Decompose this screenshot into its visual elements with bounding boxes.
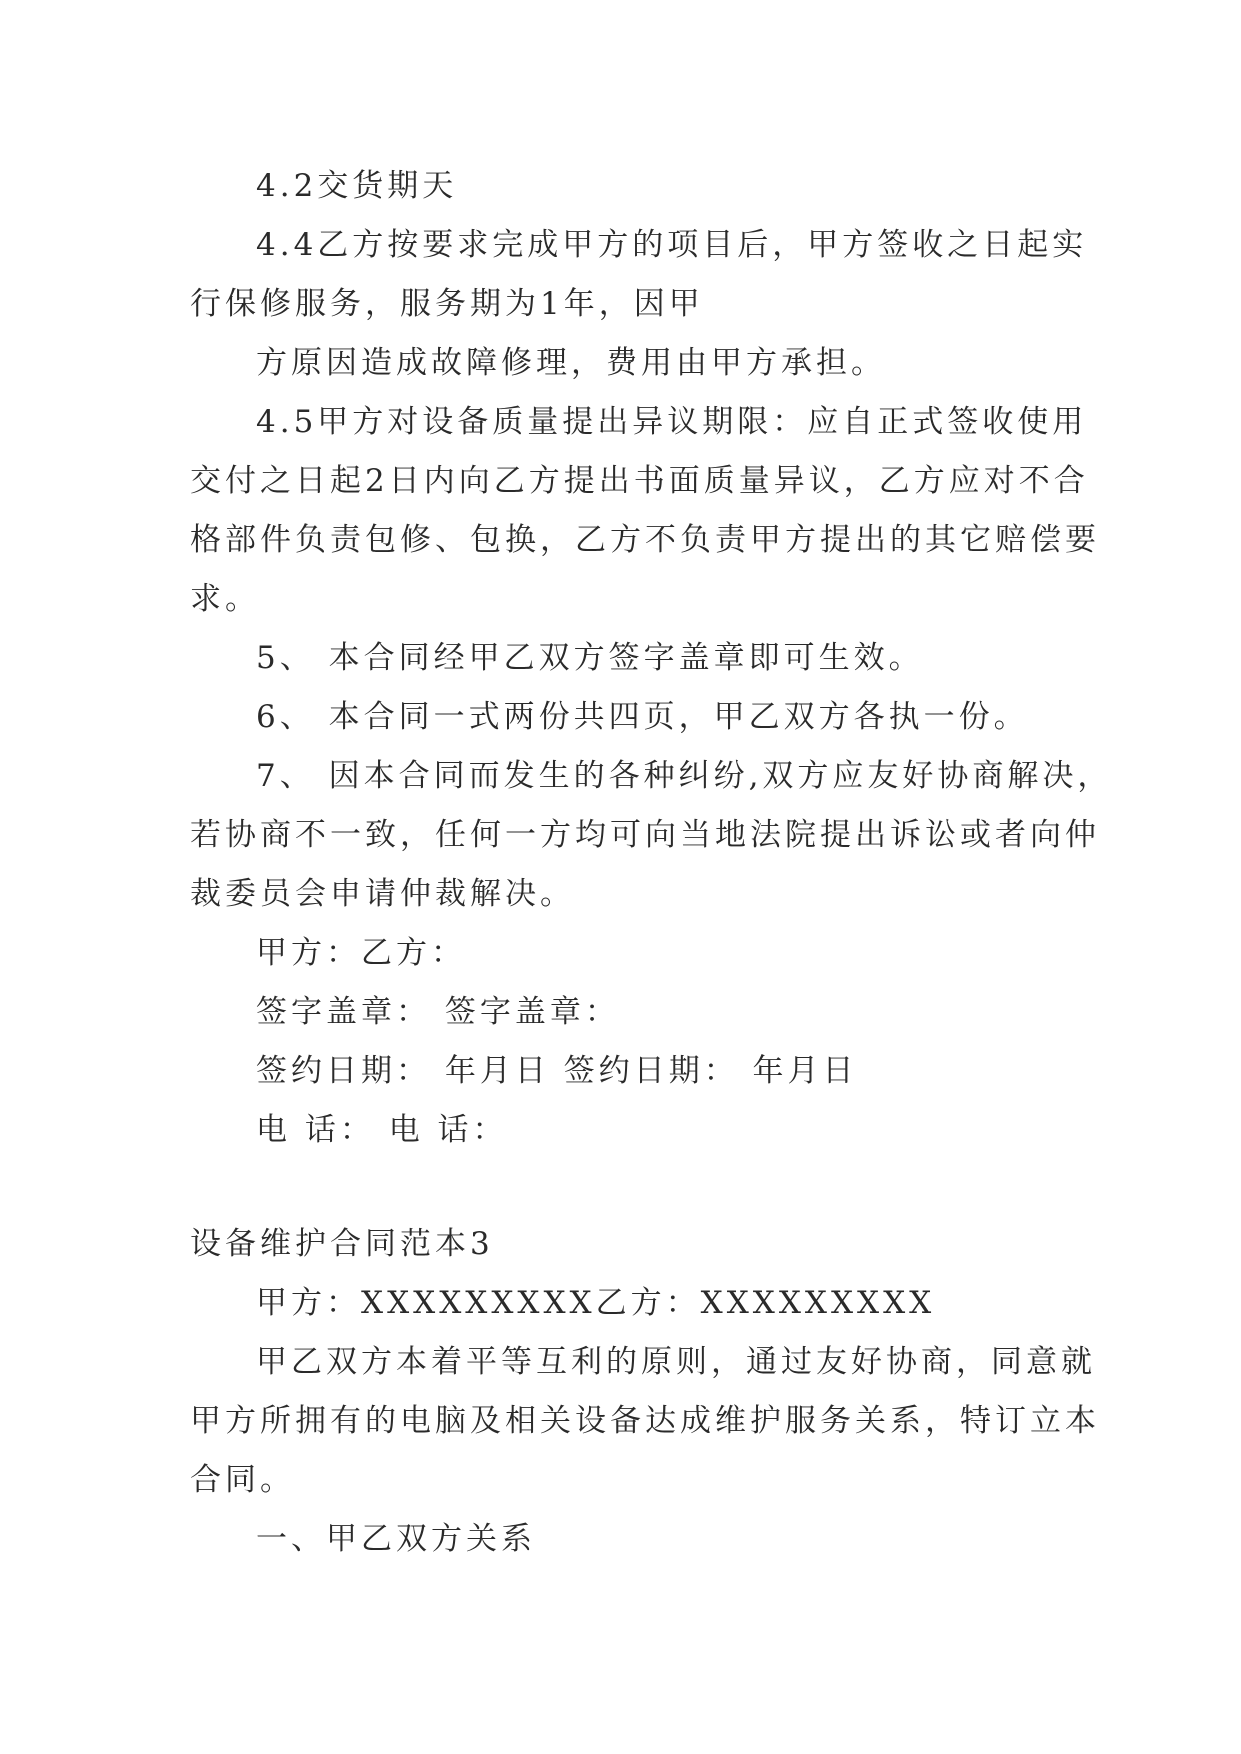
text-line: 交付之日起2日内向乙方提出书面质量异议，乙方应对不合 — [190, 463, 1089, 499]
signature-date-line: 签约日期： 年月日 签约日期： 年月日 — [256, 1053, 858, 1089]
text-line: 若协商不一致，任何一方均可向当地法院提出诉讼或者向仲 — [190, 817, 1100, 853]
text-line: 7、 因本合同而发生的各种纠纷,双方应友好协商解决， — [256, 758, 1113, 794]
text-line: 4.2交货期天 — [256, 168, 458, 204]
text-line: 甲方所拥有的电脑及相关设备达成维护服务关系，特订立本 — [190, 1403, 1100, 1439]
text-line: 4.4乙方按要求完成甲方的项目后，甲方签收之日起实 — [256, 227, 1088, 263]
text-line: 甲乙双方本着平等互利的原则，通过友好协商，同意就 — [256, 1344, 1096, 1380]
text-line: 合同。 — [190, 1462, 295, 1498]
text-line: 裁委员会申请仲裁解决。 — [190, 876, 575, 912]
text-line: 行保修服务，服务期为1年，因甲 — [190, 286, 704, 322]
text-line: 求。 — [190, 581, 260, 617]
signature-party-line: 甲方：乙方： — [256, 935, 466, 971]
subsection-heading: 一、甲乙双方关系 — [256, 1521, 536, 1557]
parties-line: 甲方：XXXXXXXXX乙方：XXXXXXXXX — [256, 1285, 936, 1321]
section-heading: 设备维护合同范本3 — [190, 1226, 494, 1262]
signature-seal-line: 签字盖章： 签字盖章： — [256, 994, 620, 1030]
text-line: 格部件负责包修、包换，乙方不负责甲方提出的其它赔偿要 — [190, 522, 1100, 558]
text-line: 4.5甲方对设备质量提出异议期限：应自正式签收使用 — [256, 404, 1088, 440]
text-line: 5、 本合同经甲乙双方签字盖章即可生效。 — [256, 640, 924, 676]
text-line: 方原因造成故障修理，费用由甲方承担。 — [256, 345, 886, 381]
text-line: 6、 本合同一式两份共四页，甲乙双方各执一份。 — [256, 699, 1029, 735]
signature-phone-line: 电 话： 电 话： — [256, 1112, 508, 1148]
